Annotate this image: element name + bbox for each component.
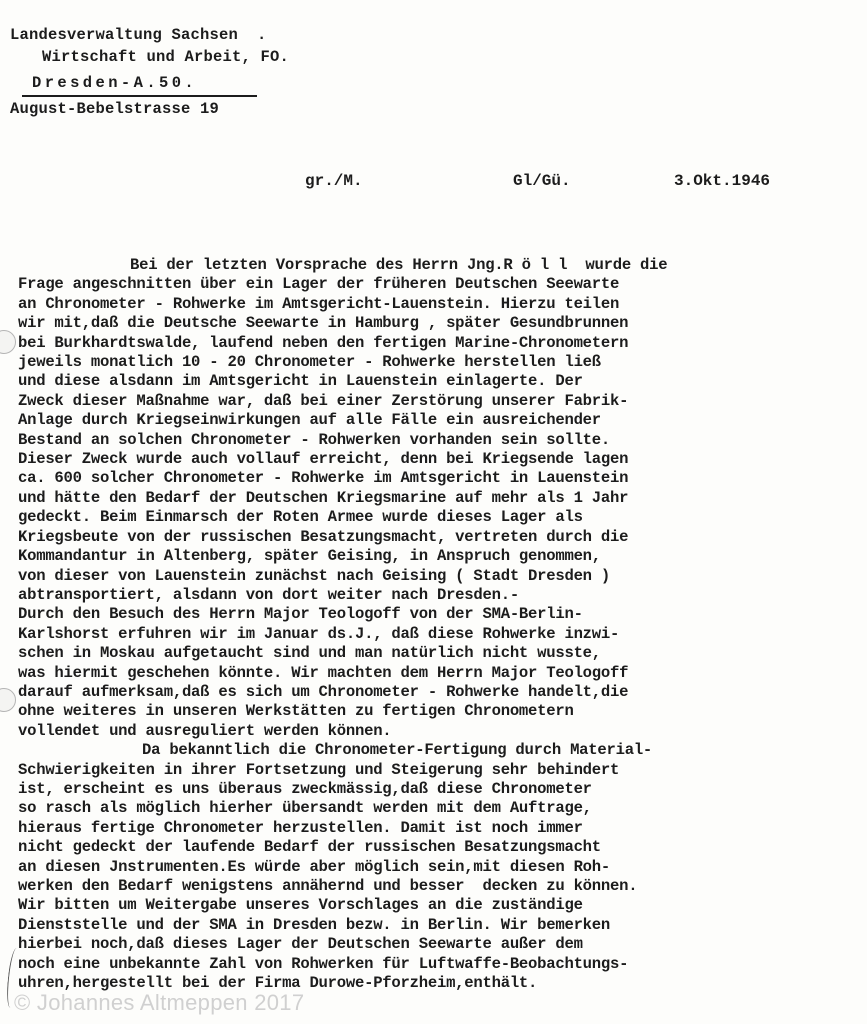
- body-line: Karlshorst erfuhren wir im Januar ds.J., daß diese Rohwerke inzwi-: [18, 624, 620, 643]
- body-line: was hiermit geschehen könnte. Wir machten dem Herrn Major Teologoff: [18, 663, 629, 682]
- body-line: Bestand an solchen Chronometer - Rohwerken vorhanden sein sollte.: [18, 430, 611, 449]
- sender-department: Wirtschaft und Arbeit, FO.: [42, 48, 290, 66]
- body-line: von dieser von Lauenstein zunächst nach Geising ( Stadt Dresden ): [18, 566, 611, 585]
- body-line: Dienststelle und der SMA in Dresden bezw. in Berlin. Wir bemerken: [18, 915, 611, 934]
- body-line: uhren,hergestellt bei der Firma Durowe-Pforzheim,enthält.: [18, 974, 538, 993]
- body-line: hieraus fertige Chronometer herzustellen. Damit ist noch immer: [18, 818, 583, 837]
- body-line: noch eine unbekannte Zahl von Rohwerken für Luftwaffe-Beobachtungs-: [18, 954, 629, 973]
- letter-body: [18, 256, 858, 993]
- body-line: Dieser Zweck wurde auch vollauf erreicht, denn bei Kriegsende lagen: [18, 450, 629, 469]
- paragraph: [18, 256, 858, 741]
- body-line: Frage angeschnitten über ein Lager der früheren Deutschen Seewarte: [18, 275, 620, 294]
- letter-date: 3.Okt.1946: [674, 172, 771, 190]
- body-line: wir mit,daß die Deutsche Seewarte in Hamburg , später Gesundbrunnen: [18, 314, 629, 333]
- sender-city: Dresden-A.50.: [32, 74, 198, 92]
- body-line: so rasch als möglich hierher übersandt werden mit dem Auftrage,: [18, 799, 592, 818]
- body-line: abtransportiert, alsdann von dort weiter nach Dresden.-: [18, 585, 519, 604]
- body-line: darauf aufmerksam,daß es sich um Chronometer - Rohwerke handelt,die: [18, 682, 629, 701]
- body-line: und hätte den Bedarf der Deutschen Kriegsmarine auf mehr als 1 Jahr: [18, 488, 629, 507]
- body-line: Da bekanntlich die Chronometer-Fertigung durch Material-: [142, 741, 653, 760]
- body-line: Kommandantur in Altenberg, später Geising, in Anspruch genommen,: [18, 547, 601, 566]
- body-line: bei Burkhardtswalde, laufend neben den fertigen Marine-Chronometern: [18, 333, 629, 352]
- punch-hole: [0, 330, 16, 354]
- copyright-watermark: © Johannes Altmeppen 2017: [14, 990, 305, 1015]
- body-line: an diesen Jnstrumenten.Es würde aber möglich sein,mit diesen Roh-: [18, 857, 611, 876]
- body-line: jeweils monatlich 10 - 20 Chronometer - Rohwerke herstellen ließ: [18, 353, 601, 372]
- body-line: Bei der letzten Vorsprache des Herrn Jng.R ö l l wurde die: [130, 256, 668, 274]
- body-line: Wir bitten um Weitergabe unseres Vorschlages an die zuständige: [18, 896, 583, 915]
- your-reference: Gl/Gü.: [513, 172, 571, 190]
- body-line: schen in Moskau aufgetaucht sind und man natürlich nicht wusste,: [18, 644, 601, 663]
- our-reference: gr./M.: [305, 172, 363, 190]
- body-line: nicht gedeckt der laufende Bedarf der russischen Besatzungsmacht: [18, 838, 601, 857]
- body-line: vollendet und ausreguliert werden können.: [18, 721, 392, 740]
- punch-hole: [0, 688, 16, 712]
- body-line: hierbei noch,daß dieses Lager der Deutschen Seewarte außer dem: [18, 935, 583, 954]
- body-line: Durch den Besuch des Herrn Major Teologoff von der SMA-Berlin-: [18, 605, 583, 624]
- body-line: gedeckt. Beim Einmarsch der Roten Armee wurde dieses Lager als: [18, 508, 583, 527]
- paragraph: [18, 741, 858, 993]
- body-line: Schwierigkeiten in ihrer Fortsetzung und Steigerung sehr behindert: [18, 760, 620, 779]
- sender-organization: Landesverwaltung Sachsen .: [10, 26, 267, 44]
- body-line: Zweck dieser Maßnahme war, daß bei einer Zerstörung unserer Fabrik-: [18, 391, 629, 410]
- city-underline: [22, 95, 257, 97]
- body-line: ca. 600 solcher Chronometer - Rohwerke im Amtsgericht in Lauenstein: [18, 469, 629, 488]
- body-line: ohne weiteres in unseren Werkstätten zu fertigen Chronometern: [18, 702, 574, 721]
- body-line: an Chronometer - Rohwerke im Amtsgericht-Lauenstein. Hierzu teilen: [18, 294, 620, 313]
- body-line: ist, erscheint es uns überaus zweckmässig,daß diese Chronometer: [18, 779, 592, 798]
- reference-line: [0, 172, 867, 196]
- sender-address-block: [10, 24, 289, 120]
- body-line: werken den Bedarf wenigstens annähernd und besser decken zu können.: [18, 877, 638, 895]
- body-line: und diese alsdann im Amtsgericht in Lauenstein einlagerte. Der: [18, 372, 583, 391]
- sender-street: August-Bebelstrasse 19: [10, 100, 220, 118]
- body-line: Kriegsbeute von der russischen Besatzungsmacht, vertreten durch die: [18, 527, 629, 546]
- body-line: Anlage durch Kriegseinwirkungen auf alle Fälle ein ausreichender: [18, 411, 601, 430]
